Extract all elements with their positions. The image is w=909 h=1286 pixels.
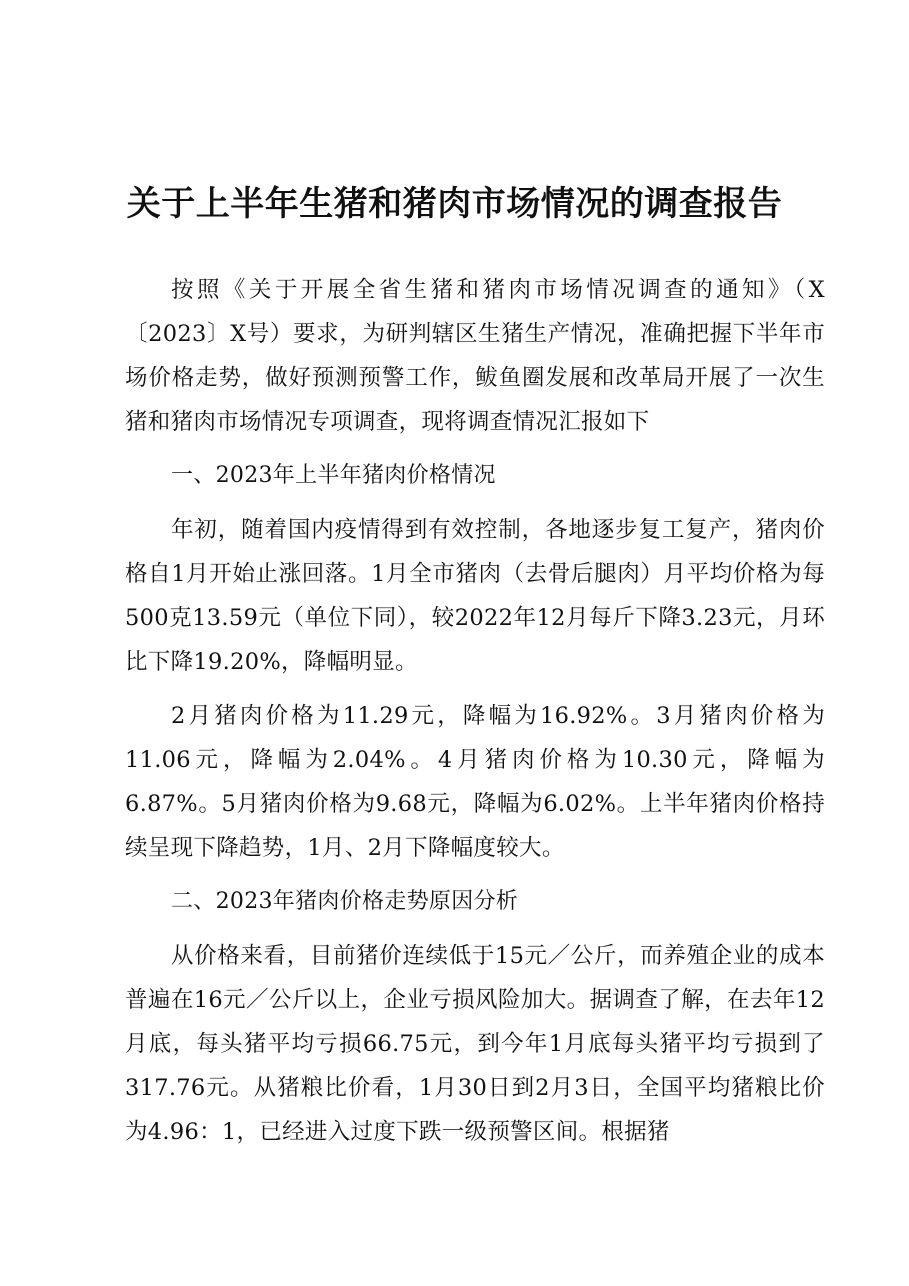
section-heading-2: 二、2023年猪肉价格走势原因分析 (171, 889, 519, 914)
body-paragraph: 从价格来看，目前猪价连续低于15元／公斤，而养殖企业的成本普遍在16元／公斤以上，企业亏损风险加大。据调查了解，在去年12月底，每头猪平均亏损66.75元，到今年1月底每头猪平均亏损到了317.76元。从猪粮比价看，1月30日到2月3日，全国平均猪粮比价为4.96：1，已经进入过度下跌一级预警区间。根据猪 (125, 943, 825, 1145)
intro-paragraph: 按照《关于开展全省生猪和猪肉市场情况调查的通知》（X〔2023〕X号）要求，为研判辖区生猪生产情况，准确把握下半年市场价格走势，做好预测预警工作，鲅鱼圈发展和改革局开展了一次生猪和猪肉市场情况专项调查，现将调查情况汇报如下 (125, 277, 825, 435)
document-title: 关于上半年生猪和猪肉市场情况的调查报告 (126, 184, 783, 224)
document-body (125, 268, 825, 1164)
section-heading-1: 一、2023年上半年猪肉价格情况 (171, 463, 496, 488)
body-paragraph: 年初，随着国内疫情得到有效控制，各地逐步复工复产，猪肉价格自1月开始止涨回落。1月全市猪肉（去骨后腿肉）月平均价格为每500克13.59元（单位下同），较2022年12月每斤下降3.23元，月环比下降19.20%，降幅明显。 (125, 517, 825, 675)
body-paragraph: 2月猪肉价格为11.29元，降幅为16.92%。3月猪肉价格为11.06元，降幅为2.04%。4月猪肉价格为10.30元，降幅为6.87%。5月猪肉价格为9.68元，降幅为6.02%。上半年猪肉价格持续呈现下降趋势，1月、2月下降幅度较大。 (125, 703, 825, 861)
